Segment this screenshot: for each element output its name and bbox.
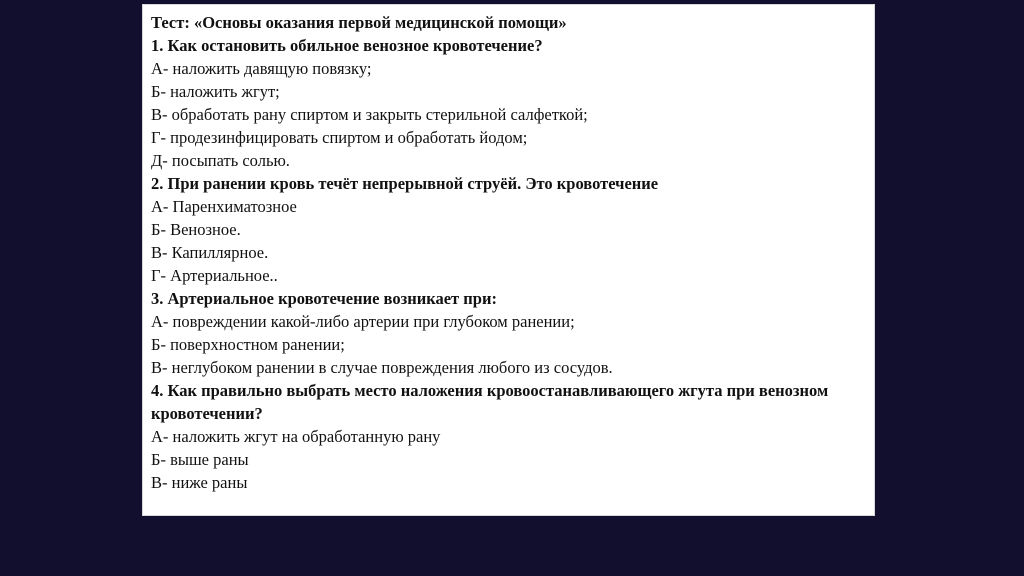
answer-3a: А- повреждении какой-либо артерии при глубоком ранении; — [151, 312, 575, 331]
answer-3b: Б- поверхностном ранении; — [151, 335, 345, 354]
answer-2c: В- Капиллярное. — [151, 243, 269, 262]
answer-2b: Б- Венозное. — [151, 220, 241, 239]
answer-1c: В- обработать рану спиртом и закрыть стерильной салфеткой; — [151, 105, 588, 124]
answer-2d: Г- Артериальное.. — [151, 266, 278, 285]
document-sheet — [142, 4, 875, 516]
answer-1d: Г- продезинфицировать спиртом и обработать йодом; — [151, 128, 528, 147]
answer-4a: А- наложить жгут на обработанную рану — [151, 427, 441, 446]
question-2: 2. При ранении кровь течёт непрерывной струёй. Это кровотечение — [151, 174, 659, 193]
answer-3c: В- неглубоком ранении в случае повреждения любого из сосудов. — [151, 358, 613, 377]
question-3: 3. Артериальное кровотечение возникает при: — [151, 289, 497, 308]
answer-1a: А- наложить давящую повязку; — [151, 59, 372, 78]
answer-4b: Б- выше раны — [151, 450, 249, 469]
answer-1b: Б- наложить жгут; — [151, 82, 280, 101]
test-title: Тест: «Основы оказания первой медицинской помощи» — [151, 13, 567, 32]
answer-2a: А- Паренхиматозное — [151, 197, 297, 216]
answer-1e: Д- посыпать солью. — [151, 151, 290, 170]
question-1: 1. Как остановить обильное венозное кровотечение? — [151, 36, 543, 55]
answer-4c: В- ниже раны — [151, 473, 248, 492]
question-4: 4. Как правильно выбрать место наложения кровоостанавливающего жгута при венозном кровотечении? — [151, 381, 829, 423]
